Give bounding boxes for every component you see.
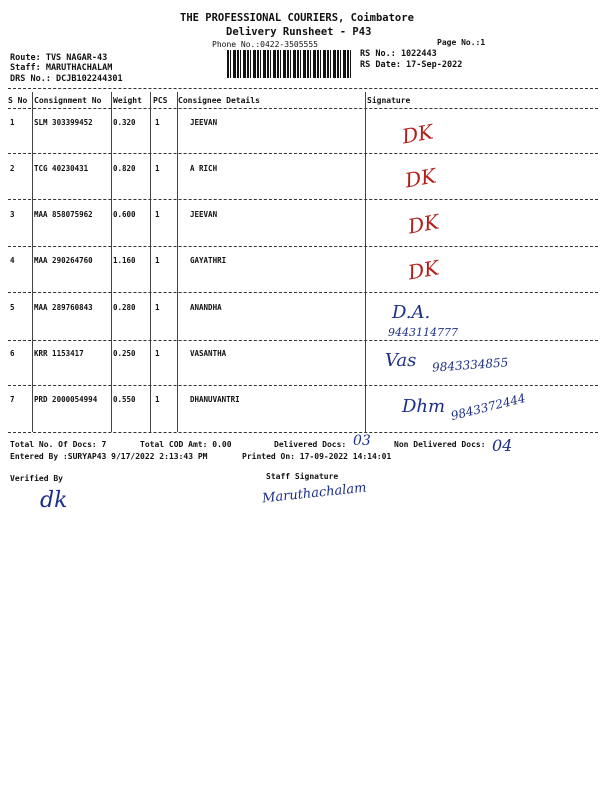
row-consignment: PRD 2000054994	[34, 395, 98, 404]
row-consignee: JEEVAN	[190, 210, 218, 219]
row-weight: 1.160	[113, 256, 136, 265]
non-delivered-docs-label: Non Delivered Docs:	[394, 440, 486, 449]
row-divider	[8, 340, 598, 341]
row-weight: 0.320	[113, 118, 136, 127]
barcode	[227, 50, 353, 78]
row-consignment: MAA 858075962	[34, 210, 93, 219]
table-top-rule	[8, 88, 598, 89]
total-cod: Total COD Amt: 0.00	[140, 440, 232, 449]
row-signature: DK	[406, 255, 441, 285]
rs-number: RS No.: 1022443	[360, 49, 437, 59]
row-sno: 5	[10, 303, 15, 312]
row-consignment: MAA 289760843	[34, 303, 93, 312]
col-header-consignment: Consignment No	[34, 96, 102, 105]
printed-on: Printed On: 17-09-2022 14:14:01	[242, 452, 392, 461]
row-sno: 4	[10, 256, 15, 265]
table-bottom-rule	[8, 432, 598, 433]
verified-by-signature: dk	[40, 488, 68, 513]
col-header-signature: Signature	[367, 96, 411, 105]
row-pcs: 1	[155, 118, 160, 127]
row-pcs: 1	[155, 210, 160, 219]
staff-signature: Maruthachalam	[261, 480, 368, 507]
non-delivered-docs-value: 04	[492, 436, 513, 455]
row-consignment: KRR 1153417	[34, 349, 84, 358]
row-sno: 3	[10, 210, 15, 219]
row-consignee: VASANTHA	[190, 349, 227, 358]
company-name: THE PROFESSIONAL COURIERS, Coimbatore	[180, 12, 414, 24]
row-pcs: 1	[155, 349, 160, 358]
row-pcs: 1	[155, 256, 160, 265]
row-phone: 9843372444	[449, 390, 527, 424]
verified-by-label: Verified By	[10, 474, 63, 483]
delivered-docs-value: 03	[353, 433, 371, 449]
row-divider	[8, 246, 598, 247]
row-weight: 0.600	[113, 210, 136, 219]
table-header-rule	[8, 108, 598, 109]
row-signature: Vas	[385, 350, 417, 371]
row-signature: DK	[400, 119, 435, 149]
row-divider	[8, 199, 598, 200]
total-docs: Total No. Of Docs: 7	[10, 440, 107, 449]
row-divider	[8, 385, 598, 386]
staff-name: Staff: MARUTHACHALAM	[10, 63, 113, 73]
col-divider	[150, 92, 151, 432]
staff-signature-label: Staff Signature	[266, 472, 339, 481]
row-weight: 0.820	[113, 164, 136, 173]
row-pcs: 1	[155, 395, 160, 404]
row-consignee: JEEVAN	[190, 118, 218, 127]
col-divider	[365, 92, 366, 432]
row-consignment: MAA 290264760	[34, 256, 93, 265]
row-consignment: TCG 40230431	[34, 164, 89, 173]
route: Route: TVS NAGAR-43	[10, 53, 108, 63]
row-signature: DK	[406, 209, 441, 239]
row-pcs: 1	[155, 303, 160, 312]
drs-number: DRS No.: DCJB102244301	[10, 74, 123, 84]
row-phone: 9443114777	[388, 326, 458, 339]
row-signature: Dhm	[402, 396, 446, 417]
entered-by: Entered By :SURYAP43 9/17/2022 2:13:43 PM	[10, 452, 208, 461]
delivered-docs-label: Delivered Docs:	[274, 440, 347, 449]
row-consignee: DHANUVANTRI	[190, 395, 240, 404]
row-signature: D.A.	[392, 302, 431, 323]
col-header-consignee: Consignee Details	[178, 96, 260, 105]
row-sno: 7	[10, 395, 15, 404]
row-consignee: ANANDHA	[190, 303, 222, 312]
col-divider	[32, 92, 33, 432]
col-header-pcs: PCS	[153, 96, 168, 105]
col-header-weight: Weight	[113, 96, 142, 105]
phone-number: Phone No.:0422-3505555	[212, 40, 318, 49]
row-weight: 0.250	[113, 349, 136, 358]
row-sno: 1	[10, 118, 15, 127]
page-number: Page No.:1	[437, 38, 486, 47]
row-pcs: 1	[155, 164, 160, 173]
row-signature: DK	[403, 163, 438, 193]
row-consignment: SLM 303399452	[34, 118, 93, 127]
row-sno: 6	[10, 349, 15, 358]
row-phone: 9843334855	[431, 355, 509, 375]
row-divider	[8, 153, 598, 154]
col-header-sno: S No	[8, 96, 28, 105]
row-weight: 0.280	[113, 303, 136, 312]
row-consignee: GAYATHRI	[190, 256, 227, 265]
rs-date: RS Date: 17-Sep-2022	[360, 60, 463, 70]
document-title: Delivery Runsheet - P43	[226, 26, 372, 38]
row-weight: 0.550	[113, 395, 136, 404]
row-sno: 2	[10, 164, 15, 173]
col-divider	[111, 92, 112, 432]
row-consignee: A RICH	[190, 164, 218, 173]
row-divider	[8, 292, 598, 293]
col-divider	[177, 92, 178, 432]
